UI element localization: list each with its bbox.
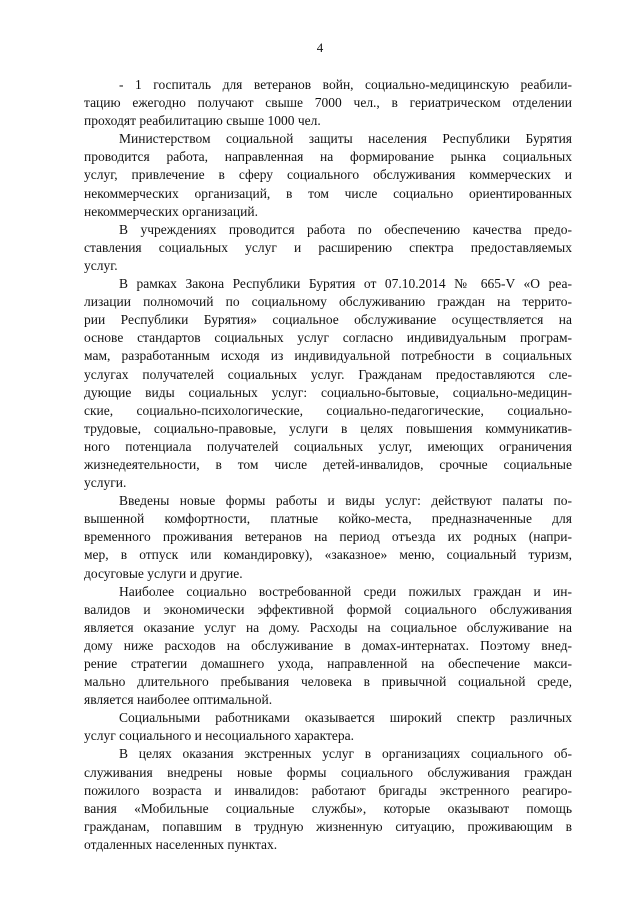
- paragraph: [84, 130, 572, 220]
- text-line: мально длительного пребывания человека в привычной социальной среде,: [84, 674, 572, 690]
- text-line: досуговые услуги и другие.: [84, 565, 243, 581]
- paragraph: [84, 583, 572, 710]
- text-line: - 1 госпиталь для ветеранов войн, социально-медицинскую реабили-: [119, 77, 572, 92]
- text-line: тацию ежегодно получают свыше 7000 чел., в гериатрическом отделении: [84, 95, 572, 111]
- text-line: ставления социальных услуг и расширению спектра предоставляемых: [84, 239, 572, 255]
- text-line: услуг, привлечение в сферу социального обслуживания коммерческих и: [84, 167, 572, 183]
- paragraph: [84, 76, 572, 130]
- text-line: вания «Мобильные социальные службы», которые оказывают помощь: [84, 800, 572, 816]
- paragraph: [84, 492, 572, 582]
- text-line: вышенной комфортности, платные койко-места, предназначенные для: [84, 511, 572, 527]
- text-line: ские, социально-психологические, социально-педагогические, социально-: [84, 402, 572, 418]
- text-line: рение стратегии домашнего ухода, направленной на обеспечение макси-: [84, 656, 572, 671]
- text-line: проводится работа, направленная на формирование рынка социальных: [84, 149, 572, 165]
- paragraph: [84, 745, 572, 854]
- text-line: Социальными работниками оказывается широкий спектр различных: [119, 710, 572, 726]
- text-line: Наиболее социально востребованной среди пожилых граждан и ин-: [119, 583, 572, 599]
- text-line: Министерством социальной защиты населения Республики Бурятия: [119, 131, 572, 147]
- text-line: В целях оказания экстренных услуг в организациях социального об-: [119, 746, 572, 762]
- text-line: рии Республики Бурятия» социальное обслуживание осуществляется на: [84, 312, 572, 328]
- text-line: услуги.: [84, 475, 127, 491]
- text-line: пожилого возраста и инвалидов: работают бригады экстренного реагиро-: [84, 782, 572, 798]
- text-line: Введены новые формы работы и виды услуг: действуют палаты по-: [119, 493, 572, 509]
- text-line: является наиболее оптимальной.: [84, 692, 273, 708]
- text-line: мер, в отпуск или командировку), «заказное» меню, социальный туризм,: [84, 547, 572, 563]
- text-line: проходят реабилитацию свыше 1000 чел.: [84, 113, 321, 129]
- text-line: услугах получателей социальных услуг. Гражданам предоставляются сле-: [84, 366, 572, 382]
- text-line: лизации полномочий по социальному обслуживанию граждан на террито-: [84, 294, 572, 310]
- text-line: дующие виды социальных услуг: социально-бытовые, социально-медицин-: [84, 384, 572, 400]
- paragraph: [84, 709, 572, 745]
- text-line: В рамках Закона Республики Бурятия от 07.10.2014 № 665-V «О реа-: [119, 276, 572, 292]
- text-line: дому ниже расходов на обслуживание в домах-интернатах. Поэтому внед-: [84, 637, 572, 653]
- text-line: некоммерческих организаций.: [84, 203, 258, 219]
- text-line: временного проживания ветеранов на период отъезда их родных (напри-: [84, 529, 572, 545]
- text-line: трудовые, социально-правовые, услуги в целях повышения коммуникатив-: [84, 420, 572, 436]
- text-line: услуг.: [84, 257, 118, 273]
- document-body: [84, 76, 572, 854]
- paragraph: [84, 221, 572, 275]
- text-line: служивания внедрены новые формы социального обслуживания граждан: [84, 764, 572, 780]
- page-number: 4: [316, 40, 324, 55]
- paragraph: [84, 275, 572, 492]
- text-line: основе стандартов социальных услуг согласно индивидуальным програм-: [84, 330, 572, 346]
- text-line: ного потенциала получателей социальных услуг, имеющих ограничения: [84, 438, 572, 454]
- text-line: гражданам, попавшим в трудную жизненную ситуацию, проживающим в: [84, 818, 572, 834]
- text-line: мам, разработанным исходя из индивидуальной потребности в социальных: [84, 348, 572, 364]
- text-line: В учреждениях проводится работа по обеспечению качества предо-: [119, 221, 572, 237]
- text-line: некоммерческих организаций, в том числе социально ориентированных: [84, 185, 572, 201]
- text-line: отдаленных населенных пунктах.: [84, 836, 278, 852]
- text-line: является оказание услуг на дому. Расходы на социальное обслуживание на: [84, 619, 572, 635]
- text-line: жизнедеятельности, в том числе детей-инвалидов, срочные социальные: [84, 456, 572, 472]
- text-line: валидов и экономически эффективной формой социального обслуживания: [84, 601, 572, 617]
- text-line: услуг социального и несоциального характера.: [84, 728, 354, 744]
